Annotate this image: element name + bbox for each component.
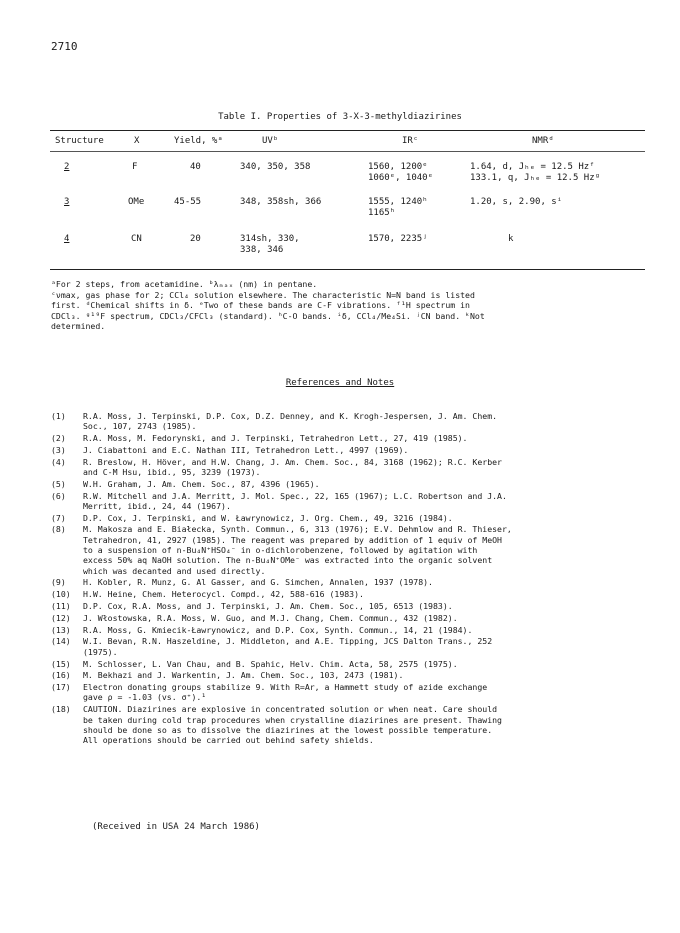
reference-text xyxy=(83,589,651,599)
reference-number: (6) xyxy=(51,490,66,501)
reference-item xyxy=(51,457,651,478)
yield-value: 45-55 xyxy=(174,197,202,207)
uv-value-cont: 338, 346 xyxy=(240,245,284,255)
reference-number: (4) xyxy=(51,456,66,467)
table-title: Table I. Properties of 3-X-3-methyldiazirines xyxy=(218,112,462,122)
reference-line: M. Makosza and E. Białecka, Synth. Commun., 6, 313 (1976); E.V. Dehmlow and R. Thieser, xyxy=(83,524,512,535)
reference-number: (10) xyxy=(51,589,71,600)
reference-item xyxy=(51,682,651,703)
reference-line: Tetrahedron, 41, 2927 (1985). The reagent was prepared by addition of 1 equiv of MeOH xyxy=(83,534,502,545)
reference-item xyxy=(51,601,651,611)
uv-value: 340, 350, 358 xyxy=(240,162,311,172)
references-list xyxy=(51,411,651,747)
reference-line: M. Bekhazi and J. Warkentin, J. Am. Chem. Soc., 103, 2473 (1981). xyxy=(83,670,404,681)
table-footnotes xyxy=(51,279,641,332)
table-header-yield: Yield, %ᵃ xyxy=(174,136,223,146)
reference-line: and C-M Hsu, ibid., 95, 3239 (1973). xyxy=(83,466,261,477)
ir-value-cont: 1060ᵉ, 1040ᵉ xyxy=(368,173,434,183)
reference-text xyxy=(83,636,651,657)
reference-item xyxy=(51,411,651,432)
reference-line: which was decanted and used directly. xyxy=(83,565,266,576)
reference-number: (15) xyxy=(51,658,71,669)
ir-value-cont: 1165ʰ xyxy=(368,208,396,218)
reference-text xyxy=(83,704,651,745)
uv-value: 348, 358sh, 366 xyxy=(240,197,322,207)
yield-value: 40 xyxy=(190,162,201,172)
table-bottom-rule xyxy=(50,269,645,270)
nmr-value: 1.20, s, 2.90, sⁱ xyxy=(470,197,563,207)
reference-number: (2) xyxy=(51,433,66,444)
table-top-rule xyxy=(50,130,645,131)
reference-line: R.A. Moss, J. Terpinski, D.P. Cox, D.Z. Denney, and K. Krogh-Jespersen, J. Am. Chem. xyxy=(83,411,498,421)
reference-text xyxy=(83,682,651,703)
reference-number: (17) xyxy=(51,682,71,693)
uv-value: 314sh, 330, xyxy=(240,234,300,244)
received-date: (Received in USA 24 March 1986) xyxy=(92,822,260,832)
table-header-ir: IRᶜ xyxy=(402,136,419,146)
reference-line: excess 50% aq NaOH solution. The n-Bu₄N⁺OMe⁻ was extracted into the organic solvent xyxy=(83,555,493,566)
reference-line: J. Ciabattoni and E.C. Nathan III, Tetrahedron Lett., 4997 (1969). xyxy=(83,444,409,455)
reference-item xyxy=(51,636,651,657)
table-header-x: X xyxy=(134,136,140,146)
table-header-rule xyxy=(50,151,645,152)
reference-number: (9) xyxy=(51,577,66,588)
reference-line: R.W. Mitchell and J.A. Merritt, J. Mol. Spec., 22, 165 (1967); L.C. Robertson and J.A. xyxy=(83,490,507,501)
nmr-value-cont: 133.1, q, Jₕₑ = 12.5 Hzᵍ xyxy=(470,173,601,183)
reference-line: H. Kobler, R. Munz, G. Al Gasser, and G. Simchen, Annalen, 1937 (1978). xyxy=(83,577,433,588)
reference-number: (12) xyxy=(51,612,71,623)
reference-item xyxy=(51,704,651,745)
footnote-line: determined. xyxy=(51,321,106,331)
reference-text xyxy=(83,577,651,587)
reference-text xyxy=(83,457,651,478)
reference-line: W.I. Bevan, R.N. Haszeldine, J. Middleton, and A.E. Tipping, JCS Dalton Trans., 252 xyxy=(83,636,493,647)
reference-line: Electron donating groups stabilize 9. With R=Ar, a Hammett study of azide exchange xyxy=(83,682,488,693)
reference-text xyxy=(83,433,651,443)
footnote-line: CDCl₃. ᵍ¹⁹F spectrum, CDCl₃/CFCl₃ (standard). ʰC-O bands. ⁱδ, CCl₄/Me₄Si. ʲCN band. ᵏNot xyxy=(51,310,485,321)
reference-line: R.A. Moss, G. Kmiecik-Ławrynowicz, and D.P. Cox, Synth. Commun., 14, 21 (1984). xyxy=(83,624,473,635)
footnote-line: first. ᵈChemical shifts in δ. ᵉTwo of these bands are C-F vibrations. ᶠ¹H spectrum in xyxy=(51,300,470,310)
reference-line: H.W. Heine, Chem. Heterocycl. Compd., 42, 588-616 (1983). xyxy=(83,589,364,600)
reference-item xyxy=(51,670,651,680)
table-header-uv: UVᵇ xyxy=(262,136,279,146)
reference-number: (18) xyxy=(51,704,71,715)
reference-line: Merritt, ibid., 24, 44 (1967). xyxy=(83,500,231,511)
structure-number: 3 xyxy=(64,197,70,207)
reference-line: (1975). xyxy=(83,646,118,657)
reference-item xyxy=(51,433,651,443)
structure-number: 2 xyxy=(64,162,70,172)
reference-text xyxy=(83,411,651,432)
reference-line: J. Włostowska, R.A. Moss, W. Guo, and M.J. Chang, Chem. Commun., 432 (1982). xyxy=(83,612,458,623)
reference-number: (3) xyxy=(51,444,66,455)
reference-item xyxy=(51,445,651,455)
structure-number: 4 xyxy=(64,234,70,244)
reference-text xyxy=(83,625,651,635)
reference-text xyxy=(83,601,651,611)
reference-line: R. Breslow, H. Höver, and H.W. Chang, J. Am. Chem. Soc., 84, 3168 (1962); R.C. Kerber xyxy=(83,456,502,467)
reference-text xyxy=(83,659,651,669)
ir-value: 1555, 1240ʰ xyxy=(368,197,428,207)
reference-item xyxy=(51,625,651,635)
reference-item xyxy=(51,491,651,512)
nmr-value: 1.64, d, Jₕₑ = 12.5 Hzᶠ xyxy=(470,162,595,172)
reference-number: (13) xyxy=(51,624,71,635)
reference-number: (8) xyxy=(51,524,66,535)
footnote-line: ᶜνmax, gas phase for 2; CCl₄ solution elsewhere. The characteristic N=N band is listed xyxy=(51,289,475,300)
reference-line: should be done so as to dissolve the diazirines at the lowest possible temperature. xyxy=(83,724,493,735)
reference-line: to a suspension of n-Bu₄N⁺HSO₄⁻ in o-dichlorobenzene, followed by agitation with xyxy=(83,545,478,556)
reference-item xyxy=(51,524,651,575)
substituent: F xyxy=(132,162,138,172)
reference-text xyxy=(83,445,651,455)
ir-value: 1570, 2235ʲ xyxy=(368,234,428,244)
reference-text xyxy=(83,491,651,512)
ir-value: 1560, 1200ᵉ xyxy=(368,162,428,172)
reference-line: M. Schlosser, L. Van Chau, and B. Spahic, Helv. Chim. Acta, 58, 2575 (1975). xyxy=(83,658,458,669)
reference-line: CAUTION. Diazirines are explosive in concentrated solution or when neat. Care should xyxy=(83,704,498,715)
reference-line: D.P. Cox, J. Terpinski, and W. Ławrynowicz, J. Org. Chem., 49, 3216 (1984). xyxy=(83,512,453,523)
page-number: 2710 xyxy=(51,40,78,53)
reference-item xyxy=(51,479,651,489)
reference-line: Soc., 107, 2743 (1985). xyxy=(83,421,197,432)
reference-item xyxy=(51,589,651,599)
reference-number: (5) xyxy=(51,478,66,489)
reference-line: gave ρ = -1.03 (vs. σ⁺).¹ xyxy=(83,692,207,703)
reference-text xyxy=(83,613,651,623)
reference-number: (7) xyxy=(51,512,66,523)
reference-line: W.H. Graham, J. Am. Chem. Soc., 87, 4396 (1965). xyxy=(83,478,320,489)
reference-number: (11) xyxy=(51,601,71,612)
references-heading: References and Notes xyxy=(285,378,395,388)
table-header-nmr: NMRᵈ xyxy=(532,136,554,146)
reference-number: (14) xyxy=(51,636,71,647)
substituent: OMe xyxy=(128,197,145,207)
reference-text xyxy=(83,479,651,489)
reference-line: All operations should be carried out behind safety shields. xyxy=(83,735,374,746)
table-header-structure: Structure xyxy=(55,136,104,146)
reference-text xyxy=(83,670,651,680)
substituent: CN xyxy=(131,234,142,244)
reference-number: (1) xyxy=(51,411,66,421)
reference-line: be taken during cold trap procedures when crystalline diazirines are present. Thawing xyxy=(83,714,502,725)
reference-text xyxy=(83,524,651,575)
reference-number: (16) xyxy=(51,670,71,681)
reference-item xyxy=(51,513,651,523)
footnote-line: ᵃFor 2 steps, from acetamidine. ᵇλₘₐₓ (nm) in pentane. xyxy=(51,279,318,289)
reference-text xyxy=(83,513,651,523)
reference-line: R.A. Moss, M. Fedorynski, and J. Terpinski, Tetrahedron Lett., 27, 419 (1985). xyxy=(83,433,468,444)
nmr-value: k xyxy=(508,234,514,244)
reference-line: D.P. Cox, R.A. Moss, and J. Terpinski, J. Am. Chem. Soc., 105, 6513 (1983). xyxy=(83,601,453,612)
reference-item xyxy=(51,613,651,623)
reference-item xyxy=(51,577,651,587)
reference-item xyxy=(51,659,651,669)
yield-value: 20 xyxy=(190,234,201,244)
